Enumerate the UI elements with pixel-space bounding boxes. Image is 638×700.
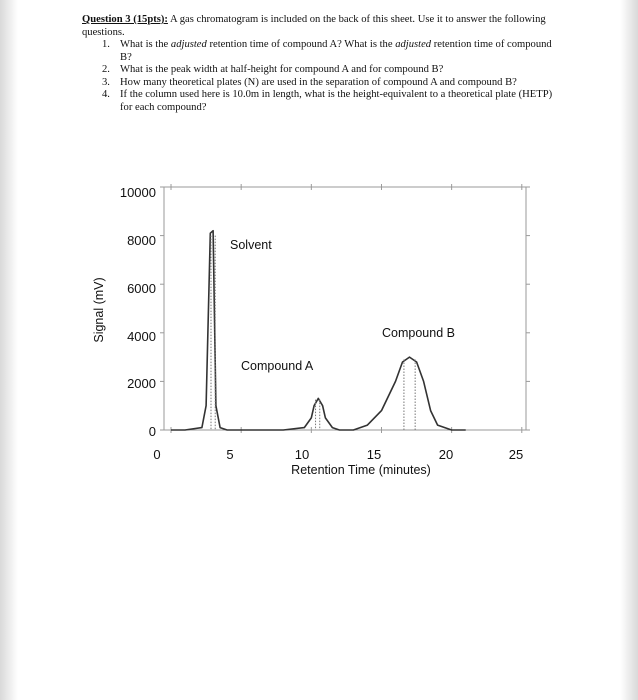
plot-frame (164, 187, 526, 430)
question-number: 2. (102, 64, 110, 75)
x-tick-label: 25 (508, 447, 524, 462)
question-number: 1. (102, 39, 110, 50)
x-tick-label: 0 (153, 447, 161, 462)
x-tick-labels (153, 447, 523, 462)
y-tick-labels (120, 185, 156, 439)
question-heading: Question 3 (15pts): (82, 14, 168, 25)
question-emphasis: adjusted (395, 39, 432, 50)
y-tick-label: 6000 (127, 281, 156, 296)
question-text: retention time of compound A? What is the (206, 39, 396, 50)
annotation-compound-b: Compound B (382, 326, 455, 340)
annotation-solvent: Solvent (230, 238, 272, 252)
question-emphasis: adjusted (170, 39, 207, 50)
question-number: 4. (102, 89, 110, 100)
x-tick-label: 15 (366, 447, 382, 462)
x-axis-label: Retention Time (minutes) (291, 463, 431, 477)
question-text: What is the peak width at half-height for compound A and for compound B? (120, 64, 444, 75)
question-text: retention time of compound B? (120, 39, 552, 63)
y-axis-label: Signal (mV) (92, 277, 106, 343)
annotation-compound-a: Compound A (241, 359, 314, 373)
y-tick-label: 8000 (127, 233, 156, 248)
question-number: 3. (102, 76, 110, 88)
x-tick-label: 20 (438, 447, 454, 462)
y-tick-label: 4000 (127, 329, 156, 344)
y-tick-label: 0 (148, 424, 156, 439)
x-tick-label: 5 (226, 447, 234, 462)
question-text: How many theoretical plates (N) are used in the separation of compound A and compound B? (120, 76, 517, 88)
y-tick-label: 2000 (127, 376, 156, 391)
question-text: What is the (120, 39, 171, 50)
question-intro-text: A gas chromatogram is included on the back of this sheet. Use it to answer the following questions. (82, 14, 546, 38)
y-tick-label: 10000 (119, 185, 156, 200)
question-text: If the column used here is 10.0m in length, what is the height-equivalent to a theoretical plate (HETP) for each compound? (120, 89, 553, 113)
x-tick-label: 10 (294, 447, 310, 462)
